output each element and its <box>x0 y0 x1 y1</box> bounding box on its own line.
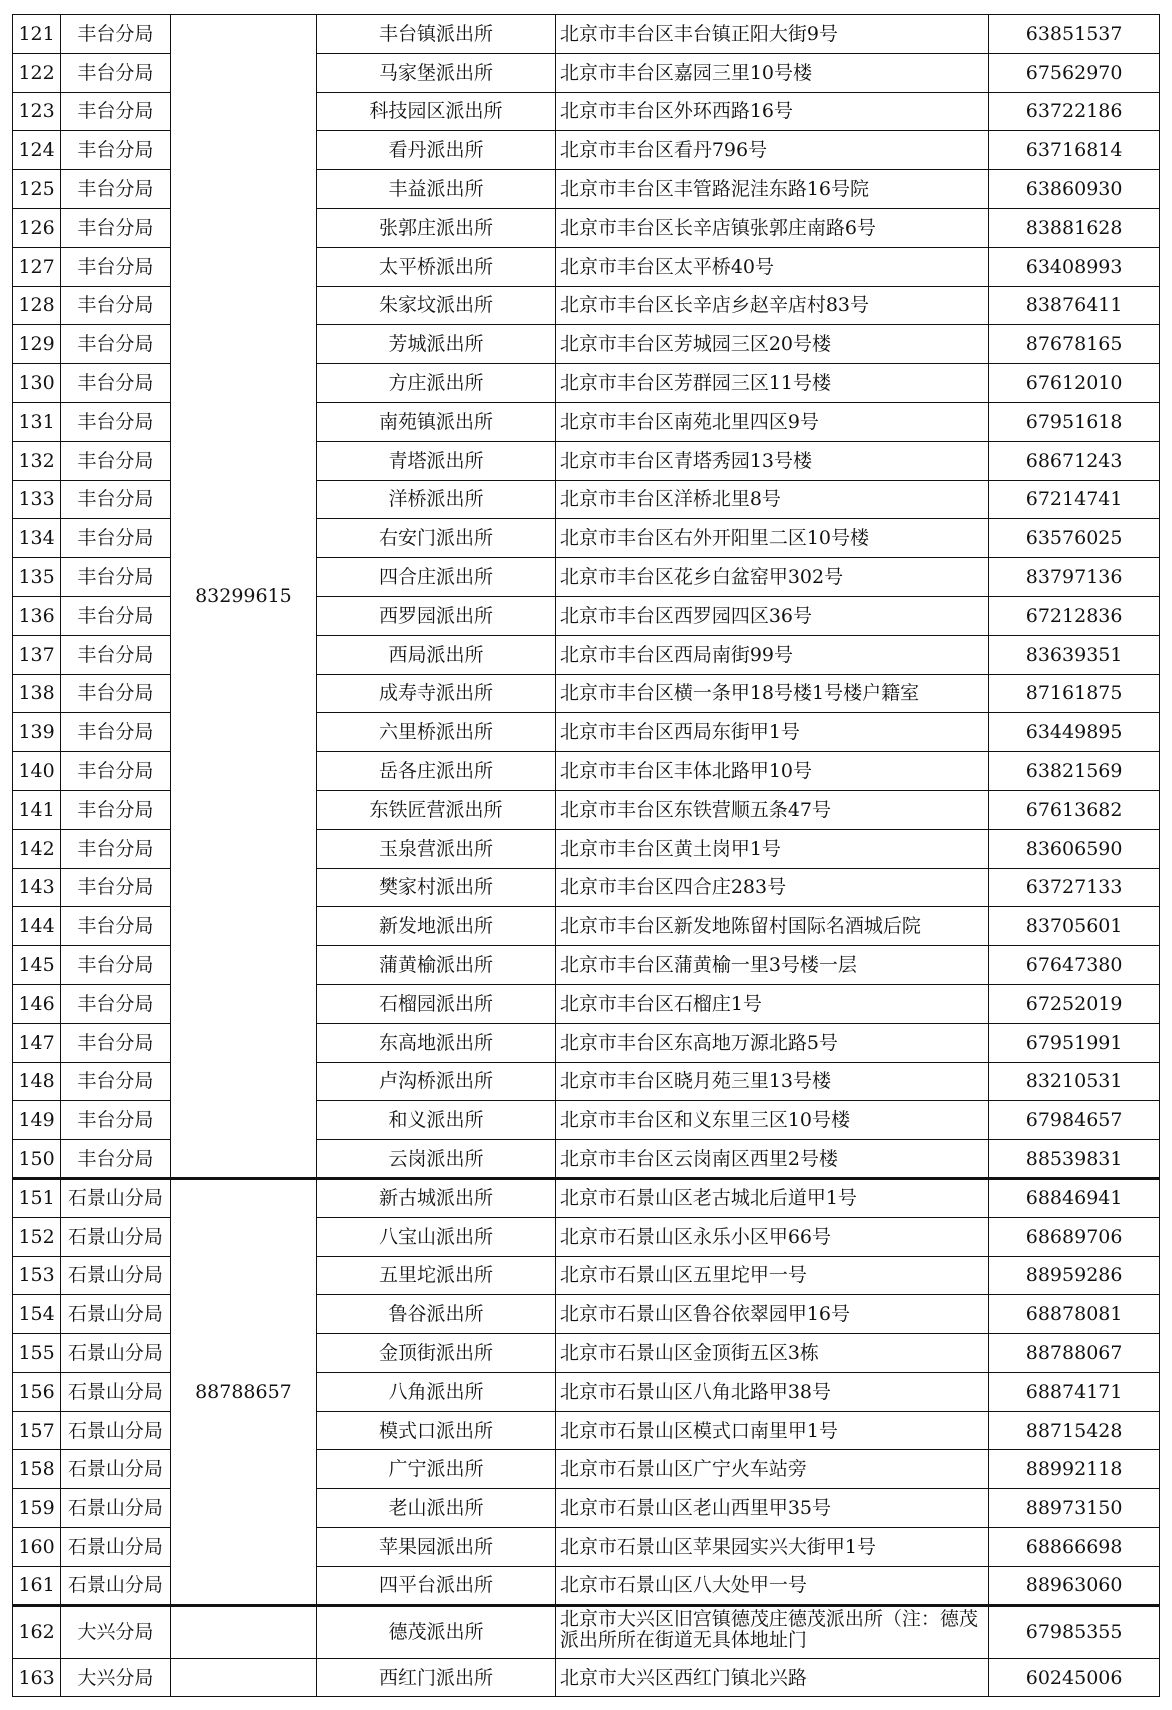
row-number: 140 <box>13 752 61 791</box>
row-number: 150 <box>13 1140 61 1179</box>
row-number: 141 <box>13 790 61 829</box>
station-phone: 88715428 <box>989 1411 1160 1450</box>
row-number: 132 <box>13 441 61 480</box>
station-address: 北京市丰台区东高地万源北路5号 <box>555 1023 988 1062</box>
station-phone: 67951991 <box>989 1023 1160 1062</box>
station-address: 北京市丰台区丰体北路甲10号 <box>555 752 988 791</box>
station-address: 北京市石景山区老古城北后道甲1号 <box>555 1178 988 1217</box>
station-address: 北京市丰台区南苑北里四区9号 <box>555 402 988 441</box>
station-phone: 67613682 <box>989 790 1160 829</box>
row-number: 130 <box>13 364 61 403</box>
row-number: 134 <box>13 519 61 558</box>
station-address: 北京市石景山区广宁火车站旁 <box>555 1450 988 1489</box>
station-phone: 87678165 <box>989 325 1160 364</box>
bureau-name: 丰台分局 <box>61 53 170 92</box>
row-number: 133 <box>13 480 61 519</box>
row-number: 122 <box>13 53 61 92</box>
station-name: 南苑镇派出所 <box>317 402 556 441</box>
row-number: 157 <box>13 1411 61 1450</box>
bureau-name: 丰台分局 <box>61 674 170 713</box>
station-phone: 87161875 <box>989 674 1160 713</box>
station-phone: 83639351 <box>989 635 1160 674</box>
station-name: 樊家村派出所 <box>317 868 556 907</box>
station-name: 八角派出所 <box>317 1372 556 1411</box>
table-row <box>13 15 1160 54</box>
station-phone: 63821569 <box>989 752 1160 791</box>
station-name: 张郭庄派出所 <box>317 208 556 247</box>
station-address: 北京市丰台区四合庄283号 <box>555 868 988 907</box>
station-address: 北京市丰台区右外开阳里二区10号楼 <box>555 519 988 558</box>
station-phone: 88973150 <box>989 1489 1160 1528</box>
station-phone: 63408993 <box>989 247 1160 286</box>
row-number: 128 <box>13 286 61 325</box>
station-address: 北京市石景山区八角北路甲38号 <box>555 1372 988 1411</box>
station-phone: 88788067 <box>989 1334 1160 1373</box>
bureau-name: 丰台分局 <box>61 635 170 674</box>
station-name: 丰台镇派出所 <box>317 15 556 54</box>
station-address: 北京市丰台区看丹796号 <box>555 131 988 170</box>
station-address: 北京市丰台区芳群园三区11号楼 <box>555 364 988 403</box>
row-number: 161 <box>13 1566 61 1605</box>
station-phone: 83797136 <box>989 558 1160 597</box>
station-name: 四合庄派出所 <box>317 558 556 597</box>
station-address: 北京市丰台区晓月苑三里13号楼 <box>555 1062 988 1101</box>
station-name: 八宝山派出所 <box>317 1217 556 1256</box>
station-phone: 67212836 <box>989 596 1160 635</box>
station-name: 卢沟桥派出所 <box>317 1062 556 1101</box>
station-phone: 68874171 <box>989 1372 1160 1411</box>
bureau-name: 丰台分局 <box>61 441 170 480</box>
station-address: 北京市丰台区芳城园三区20号楼 <box>555 325 988 364</box>
station-phone: 67562970 <box>989 53 1160 92</box>
row-number: 151 <box>13 1178 61 1217</box>
station-phone: 63449895 <box>989 713 1160 752</box>
row-number: 131 <box>13 402 61 441</box>
station-name: 西局派出所 <box>317 635 556 674</box>
station-name: 洋桥派出所 <box>317 480 556 519</box>
station-name: 四平台派出所 <box>317 1566 556 1605</box>
row-number: 162 <box>13 1605 61 1658</box>
station-name: 德茂派出所 <box>317 1605 556 1658</box>
row-number: 163 <box>13 1658 61 1697</box>
bureau-name: 丰台分局 <box>61 1140 170 1179</box>
station-name: 广宁派出所 <box>317 1450 556 1489</box>
station-address: 北京市丰台区蒲黄榆一里3号楼一层 <box>555 946 988 985</box>
bureau-name: 丰台分局 <box>61 480 170 519</box>
bureau-name: 丰台分局 <box>61 596 170 635</box>
bureau-name: 丰台分局 <box>61 247 170 286</box>
station-phone: 83210531 <box>989 1062 1160 1101</box>
hotline-empty <box>170 1605 317 1658</box>
station-address: 北京市丰台区长辛店镇张郭庄南路6号 <box>555 208 988 247</box>
table-body <box>13 15 1160 1697</box>
bureau-name: 石景山分局 <box>61 1295 170 1334</box>
station-name: 六里桥派出所 <box>317 713 556 752</box>
station-name: 右安门派出所 <box>317 519 556 558</box>
bureau-name: 丰台分局 <box>61 1062 170 1101</box>
hotline-shijingshan: 88788657 <box>170 1178 317 1605</box>
station-name: 马家堡派出所 <box>317 53 556 92</box>
bureau-name: 丰台分局 <box>61 131 170 170</box>
row-number: 146 <box>13 984 61 1023</box>
station-phone: 68878081 <box>989 1295 1160 1334</box>
station-name: 模式口派出所 <box>317 1411 556 1450</box>
bureau-name: 石景山分局 <box>61 1411 170 1450</box>
row-number: 148 <box>13 1062 61 1101</box>
station-address: 北京市丰台区西罗园四区36号 <box>555 596 988 635</box>
bureau-name: 石景山分局 <box>61 1256 170 1295</box>
station-phone: 83881628 <box>989 208 1160 247</box>
station-name: 苹果园派出所 <box>317 1528 556 1567</box>
station-address: 北京市丰台区横一条甲18号楼1号楼户籍室 <box>555 674 988 713</box>
bureau-name: 丰台分局 <box>61 558 170 597</box>
row-number: 154 <box>13 1295 61 1334</box>
bureau-name: 丰台分局 <box>61 752 170 791</box>
hotline-empty <box>170 1658 317 1697</box>
station-phone: 67951618 <box>989 402 1160 441</box>
row-number: 129 <box>13 325 61 364</box>
row-number: 158 <box>13 1450 61 1489</box>
bureau-name: 丰台分局 <box>61 402 170 441</box>
station-phone: 63851537 <box>989 15 1160 54</box>
station-name: 鲁谷派出所 <box>317 1295 556 1334</box>
station-phone: 88992118 <box>989 1450 1160 1489</box>
station-name: 看丹派出所 <box>317 131 556 170</box>
row-number: 153 <box>13 1256 61 1295</box>
station-name: 成寿寺派出所 <box>317 674 556 713</box>
station-name: 科技园区派出所 <box>317 92 556 131</box>
row-number: 142 <box>13 829 61 868</box>
station-name: 芳城派出所 <box>317 325 556 364</box>
station-phone: 68671243 <box>989 441 1160 480</box>
bureau-name: 丰台分局 <box>61 829 170 868</box>
bureau-name: 石景山分局 <box>61 1217 170 1256</box>
row-number: 152 <box>13 1217 61 1256</box>
bureau-name: 大兴分局 <box>61 1658 170 1697</box>
station-name: 方庄派出所 <box>317 364 556 403</box>
station-address: 北京市丰台区丰管路泥洼东路16号院 <box>555 170 988 209</box>
station-name: 太平桥派出所 <box>317 247 556 286</box>
station-phone: 67984657 <box>989 1101 1160 1140</box>
station-address: 北京市石景山区永乐小区甲66号 <box>555 1217 988 1256</box>
station-address: 北京市丰台区花乡白盆窑甲302号 <box>555 558 988 597</box>
station-phone: 63716814 <box>989 131 1160 170</box>
station-name: 老山派出所 <box>317 1489 556 1528</box>
station-address: 北京市石景山区老山西里甲35号 <box>555 1489 988 1528</box>
station-address: 北京市丰台区西局南街99号 <box>555 635 988 674</box>
station-address: 北京市石景山区模式口南里甲1号 <box>555 1411 988 1450</box>
bureau-name: 丰台分局 <box>61 984 170 1023</box>
station-address: 北京市丰台区东铁营顺五条47号 <box>555 790 988 829</box>
station-address: 北京市石景山区金顶街五区3栋 <box>555 1334 988 1373</box>
station-name: 玉泉营派出所 <box>317 829 556 868</box>
bureau-name: 石景山分局 <box>61 1334 170 1373</box>
station-name: 五里坨派出所 <box>317 1256 556 1295</box>
station-address: 北京市丰台区外环西路16号 <box>555 92 988 131</box>
bureau-name: 丰台分局 <box>61 208 170 247</box>
table-row <box>13 1178 1160 1217</box>
bureau-name: 丰台分局 <box>61 1101 170 1140</box>
station-phone: 63727133 <box>989 868 1160 907</box>
station-phone: 68866698 <box>989 1528 1160 1567</box>
station-address: 北京市丰台区丰台镇正阳大街9号 <box>555 15 988 54</box>
bureau-name: 丰台分局 <box>61 519 170 558</box>
station-phone: 88963060 <box>989 1566 1160 1605</box>
station-name: 西罗园派出所 <box>317 596 556 635</box>
row-number: 123 <box>13 92 61 131</box>
station-address: 北京市石景山区五里坨甲一号 <box>555 1256 988 1295</box>
row-number: 156 <box>13 1372 61 1411</box>
bureau-name: 石景山分局 <box>61 1489 170 1528</box>
station-address: 北京市大兴区旧宫镇德茂庄德茂派出所（注：德茂派出所所在街道无具体地址门 <box>555 1605 988 1658</box>
station-address: 北京市丰台区云岗南区西里2号楼 <box>555 1140 988 1179</box>
bureau-name: 丰台分局 <box>61 286 170 325</box>
station-address: 北京市丰台区太平桥40号 <box>555 247 988 286</box>
station-name: 青塔派出所 <box>317 441 556 480</box>
station-name: 新发地派出所 <box>317 907 556 946</box>
row-number: 149 <box>13 1101 61 1140</box>
station-address: 北京市丰台区石榴庄1号 <box>555 984 988 1023</box>
station-phone: 88959286 <box>989 1256 1160 1295</box>
row-number: 125 <box>13 170 61 209</box>
station-address: 北京市石景山区八大处甲一号 <box>555 1566 988 1605</box>
row-number: 147 <box>13 1023 61 1062</box>
station-name: 石榴园派出所 <box>317 984 556 1023</box>
station-name: 新古城派出所 <box>317 1178 556 1217</box>
row-number: 138 <box>13 674 61 713</box>
bureau-name: 丰台分局 <box>61 325 170 364</box>
station-address: 北京市丰台区新发地陈留村国际名酒城后院 <box>555 907 988 946</box>
station-phone: 88539831 <box>989 1140 1160 1179</box>
station-phone: 67985355 <box>989 1605 1160 1658</box>
station-phone: 67214741 <box>989 480 1160 519</box>
row-number: 139 <box>13 713 61 752</box>
row-number: 155 <box>13 1334 61 1373</box>
bureau-name: 丰台分局 <box>61 907 170 946</box>
station-phone: 83876411 <box>989 286 1160 325</box>
station-phone: 68846941 <box>989 1178 1160 1217</box>
station-name: 朱家坟派出所 <box>317 286 556 325</box>
row-number: 137 <box>13 635 61 674</box>
bureau-name: 丰台分局 <box>61 1023 170 1062</box>
station-address: 北京市丰台区西局东街甲1号 <box>555 713 988 752</box>
row-number: 160 <box>13 1528 61 1567</box>
station-name: 丰益派出所 <box>317 170 556 209</box>
station-phone: 67252019 <box>989 984 1160 1023</box>
bureau-name: 丰台分局 <box>61 713 170 752</box>
station-address: 北京市丰台区长辛店乡赵辛店村83号 <box>555 286 988 325</box>
row-number: 144 <box>13 907 61 946</box>
station-address: 北京市丰台区和义东里三区10号楼 <box>555 1101 988 1140</box>
station-name: 岳各庄派出所 <box>317 752 556 791</box>
station-name: 云岗派出所 <box>317 1140 556 1179</box>
station-name: 东高地派出所 <box>317 1023 556 1062</box>
row-number: 126 <box>13 208 61 247</box>
station-phone: 67647380 <box>989 946 1160 985</box>
station-name: 金顶街派出所 <box>317 1334 556 1373</box>
station-address: 北京市石景山区苹果园实兴大街甲1号 <box>555 1528 988 1567</box>
station-phone: 63860930 <box>989 170 1160 209</box>
bureau-name: 丰台分局 <box>61 790 170 829</box>
station-name: 和义派出所 <box>317 1101 556 1140</box>
police-station-table <box>12 14 1160 1697</box>
row-number: 135 <box>13 558 61 597</box>
bureau-name: 丰台分局 <box>61 15 170 54</box>
hotline-fengtai: 83299615 <box>170 15 317 1179</box>
station-phone: 63722186 <box>989 92 1160 131</box>
station-phone: 83606590 <box>989 829 1160 868</box>
bureau-name: 石景山分局 <box>61 1178 170 1217</box>
table-row <box>13 1605 1160 1658</box>
row-number: 159 <box>13 1489 61 1528</box>
station-address: 北京市丰台区青塔秀园13号楼 <box>555 441 988 480</box>
station-address: 北京市石景山区鲁谷依翠园甲16号 <box>555 1295 988 1334</box>
bureau-name: 丰台分局 <box>61 170 170 209</box>
bureau-name: 丰台分局 <box>61 946 170 985</box>
station-phone: 60245006 <box>989 1658 1160 1697</box>
row-number: 124 <box>13 131 61 170</box>
bureau-name: 石景山分局 <box>61 1528 170 1567</box>
row-number: 127 <box>13 247 61 286</box>
station-address: 北京市丰台区黄土岗甲1号 <box>555 829 988 868</box>
row-number: 121 <box>13 15 61 54</box>
station-address: 北京市丰台区嘉园三里10号楼 <box>555 53 988 92</box>
station-phone: 63576025 <box>989 519 1160 558</box>
bureau-name: 大兴分局 <box>61 1605 170 1658</box>
bureau-name: 石景山分局 <box>61 1450 170 1489</box>
station-name: 西红门派出所 <box>317 1658 556 1697</box>
station-name: 东铁匠营派出所 <box>317 790 556 829</box>
station-address: 北京市大兴区西红门镇北兴路 <box>555 1658 988 1697</box>
row-number: 136 <box>13 596 61 635</box>
bureau-name: 丰台分局 <box>61 364 170 403</box>
row-number: 145 <box>13 946 61 985</box>
bureau-name: 石景山分局 <box>61 1372 170 1411</box>
bureau-name: 丰台分局 <box>61 92 170 131</box>
bureau-name: 丰台分局 <box>61 868 170 907</box>
bureau-name: 石景山分局 <box>61 1566 170 1605</box>
station-address: 北京市丰台区洋桥北里8号 <box>555 480 988 519</box>
row-number: 143 <box>13 868 61 907</box>
station-phone: 67612010 <box>989 364 1160 403</box>
station-phone: 83705601 <box>989 907 1160 946</box>
table-row <box>13 1658 1160 1697</box>
station-name: 蒲黄榆派出所 <box>317 946 556 985</box>
station-phone: 68689706 <box>989 1217 1160 1256</box>
